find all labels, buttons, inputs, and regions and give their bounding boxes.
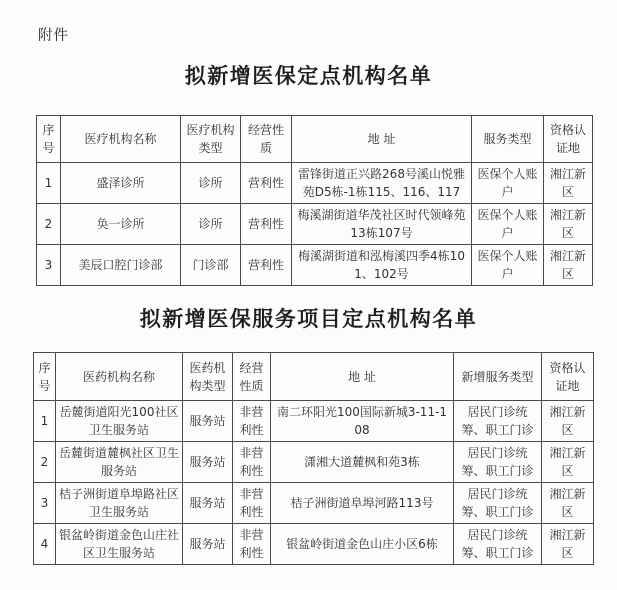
cell-new-service-type: 居民门诊统筹、职工门诊 [454,483,542,524]
cell-cert-place: 湘江新区 [542,483,594,524]
cell-service-type: 医保个人账户 [472,245,544,286]
cell-index: 1 [37,163,61,204]
cell-index: 3 [37,245,61,286]
cell-address: 梅溪湖街道和泓梅溪四季4栋101、102号 [292,245,472,286]
table-row [34,442,594,483]
col-header-institution-type: 医疗机构类型 [181,116,241,163]
table-header-row [34,353,594,401]
col-header-new-service-type: 新增服务类型 [454,353,542,401]
cell-institution-type: 诊所 [181,204,241,245]
cell-operation-nature: 非营利性 [233,483,271,524]
cell-new-service-type: 居民门诊统筹、职工门诊 [454,401,542,442]
cell-institution-name: 银盆岭街道金色山庄社区卫生服务站 [56,524,183,565]
col-header-address: 地 址 [271,353,454,401]
cell-new-service-type: 居民门诊统筹、职工门诊 [454,442,542,483]
col-header-institution-name: 医药机构名称 [56,353,183,401]
cell-index: 2 [37,204,61,245]
col-header-institution-name: 医疗机构名称 [61,116,181,163]
cell-operation-nature: 非营利性 [233,524,271,565]
table-header-row [37,116,593,163]
cell-index: 2 [34,442,56,483]
cell-institution-type: 门诊部 [181,245,241,286]
cell-operation-nature: 非营利性 [233,442,271,483]
cell-new-service-type: 居民门诊统筹、职工门诊 [454,524,542,565]
col-header-cert-place: 资格认证地 [542,353,594,401]
col-header-operation-nature: 经营性质 [241,116,292,163]
cell-operation-nature: 非营利性 [233,401,271,442]
col-header-index: 序号 [37,116,61,163]
col-header-cert-place: 资格认证地 [544,116,593,163]
col-header-address: 地 址 [292,116,472,163]
table-row [37,245,593,286]
cell-institution-name: 岳麓街道阳光100社区卫生服务站 [56,401,183,442]
cell-institution-type: 服务站 [183,442,233,483]
cell-index: 4 [34,524,56,565]
cell-cert-place: 湘江新区 [542,442,594,483]
cell-service-type: 医保个人账户 [472,204,544,245]
attachment-label: 附件 [38,28,69,44]
cell-address: 梅溪湖街道华茂社区时代领峰苑13栋107号 [292,204,472,245]
col-header-index: 序号 [34,353,56,401]
table-row [37,163,593,204]
cell-address: 南二环阳光100国际新城3-11-108 [271,401,454,442]
cell-institution-name: 盛泽诊所 [61,163,181,204]
cell-index: 3 [34,483,56,524]
cell-cert-place: 湘江新区 [542,401,594,442]
designated-institutions-table [36,115,593,286]
cell-address: 银盆岭街道金色山庄小区6栋 [271,524,454,565]
cell-operation-nature: 营利性 [241,204,292,245]
cell-index: 1 [34,401,56,442]
cell-institution-name: 桔子洲街道阜埠路社区卫生服务站 [56,483,183,524]
cell-institution-type: 服务站 [183,483,233,524]
cell-address: 桔子洲街道阜埠河路113号 [271,483,454,524]
cell-cert-place: 湘江新区 [544,163,593,204]
cell-operation-nature: 营利性 [241,245,292,286]
cell-institution-name: 岳麓街道麓枫社区卫生服务站 [56,442,183,483]
col-header-service-type: 服务类型 [472,116,544,163]
service-project-institutions-title: 拟新增医保服务项目定点机构名单 [139,307,478,331]
col-header-operation-nature: 经营性质 [233,353,271,401]
cell-cert-place: 湘江新区 [544,245,593,286]
cell-institution-type: 服务站 [183,524,233,565]
cell-institution-type: 服务站 [183,401,233,442]
cell-service-type: 医保个人账户 [472,163,544,204]
col-header-institution-type: 医药机构类型 [183,353,233,401]
service-project-institutions-table [33,352,594,565]
designated-institutions-title: 拟新增医保定点机构名单 [184,64,433,88]
table-row [34,401,594,442]
cell-institution-name: 奂一诊所 [61,204,181,245]
cell-operation-nature: 营利性 [241,163,292,204]
cell-address: 潇湘大道麓枫和苑3栋 [271,442,454,483]
table-row [34,524,594,565]
cell-cert-place: 湘江新区 [544,204,593,245]
cell-address: 雷锋街道正兴路268号溪山悦雅苑D5栋-1栋115、116、117 [292,163,472,204]
cell-cert-place: 湘江新区 [542,524,594,565]
table-row [37,204,593,245]
table-row [34,483,594,524]
cell-institution-name: 美辰口腔门诊部 [61,245,181,286]
cell-institution-type: 诊所 [181,163,241,204]
